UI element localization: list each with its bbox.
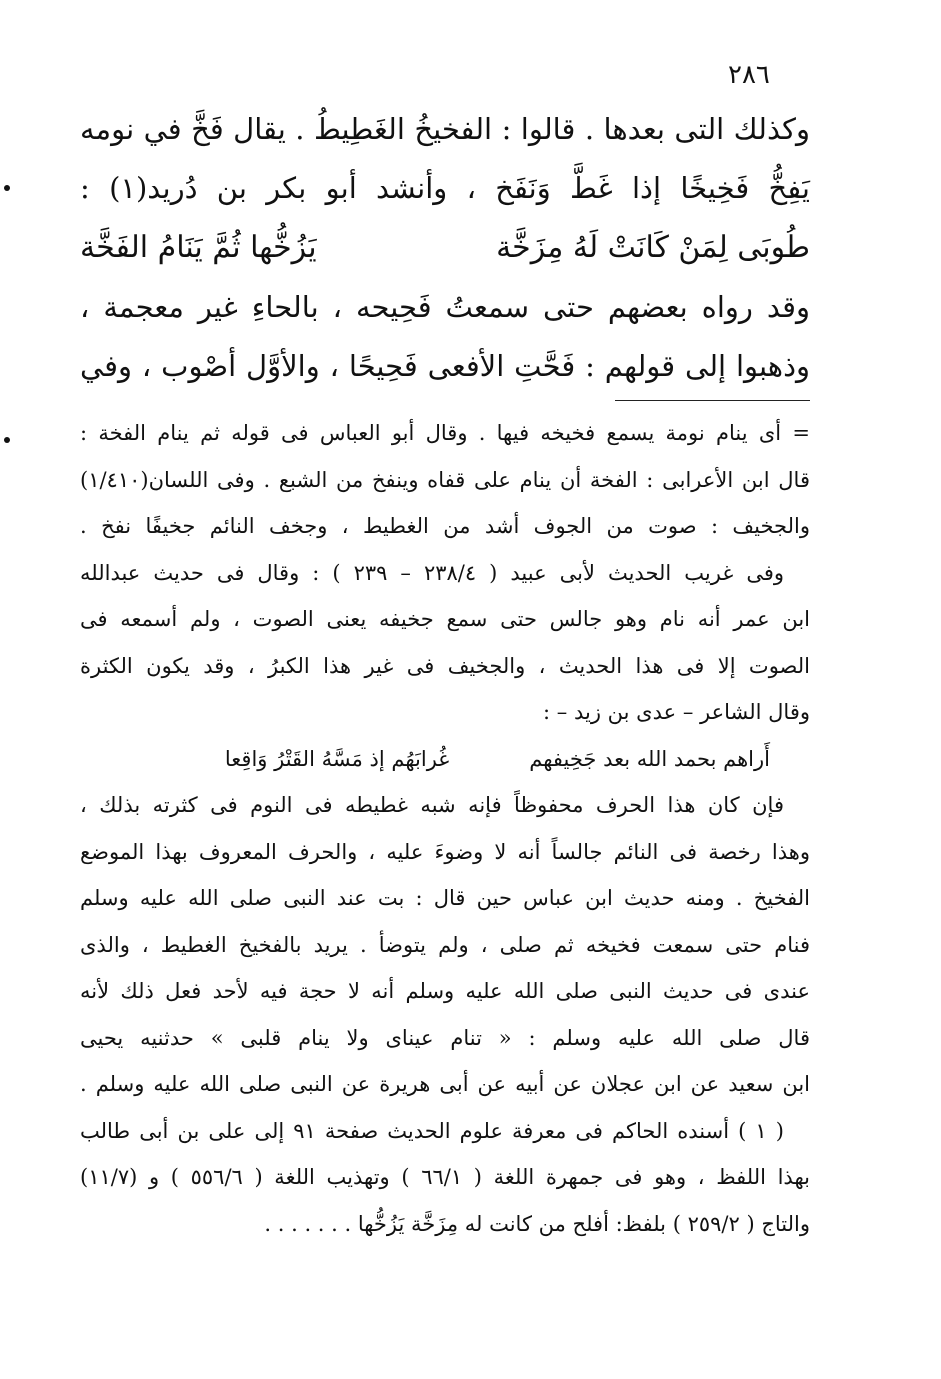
note-line: وهذا رخصة فى النائم جالساً أنه لا وضوءَ عليه ، والحرف المعروف بهذا الموضع bbox=[80, 839, 810, 864]
note-line: وفى غريب الحديث لأبى عبيد ( ٢٣٨/٤ – ٢٣٩ ) : وقال فى حديث عبدالله bbox=[80, 560, 784, 585]
footnote-1-line: ( ١ ) أسنده الحاكم فى معرفة علوم الحديث صفحة ٩١ إلى على بن أبى طالب bbox=[80, 1118, 784, 1143]
verse-left-hemistich: يَزُخُّها ثُمَّ يَنَامُ الفَخَّة bbox=[80, 230, 317, 265]
note-verse bbox=[80, 736, 810, 783]
footnote-1-line: والتاج ( ٢٥٩/٢ ) بلفظ: أفلح من كانت له مِزَخَّة يَزُخُّها . . . . . . . bbox=[264, 1211, 810, 1236]
note-line: فإن كان هذا الحرف محفوظاً فإنه شبه غطيطه فى النوم فى كثرته بذلك ، bbox=[80, 793, 784, 817]
main-verse bbox=[80, 218, 810, 278]
note-line: الصوت إلا فى هذا الحديث ، والجخيف فى غير هذا الكبرُ ، وقد يكون الكثرة bbox=[80, 653, 810, 678]
note-verse-left: غُرابَهُم إذ مَسَّهُ القَتْرُ وَاقِعا bbox=[224, 746, 450, 771]
note-verse-right: أَراهم بحمد الله بعد جَخِيفهم bbox=[529, 746, 770, 771]
margin-dot bbox=[4, 437, 10, 443]
main-line-1: وكذلك التى بعدها . قالوا : الفخيخُ الغَطِيطُ . يقال فَخَّ في نومه bbox=[80, 112, 810, 146]
note-line: الفخيخ . ومنه حديث ابن عباس حين قال : بت عند النبى صلى الله عليه وسلم bbox=[80, 886, 810, 910]
main-text bbox=[80, 100, 810, 396]
note-line: ابن سعيد عن ابن عجلان عن أبيه عن أبى هريرة عن النبى صلى الله عليه وسلم . bbox=[80, 1072, 810, 1096]
footnotes bbox=[80, 410, 810, 1247]
footnote-separator bbox=[615, 400, 810, 401]
note-line: قال صلى الله عليه وسلم : « تنام عيناى ولا ينام قلبى » حدثنيه يحيى bbox=[80, 1025, 810, 1050]
note-line: والجخيف : صوت من الجوف أشد من الغطيط ، وجخف النائم جخيفًا نفخ . bbox=[80, 514, 810, 538]
verse-right-hemistich: طُوبَى لِمَنْ كَانَتْ لَهُ مِزَخَّة bbox=[496, 230, 810, 265]
note-line: ابن عمر أنه نام وهو جالس حتى سمع جخيفه يعنى الصوت ، ولم أسمعه فى bbox=[80, 607, 810, 631]
main-line-4: وقد رواه بعضهم حتى سمعتُ فَحِيحه ، بالحاءِ غير معجمة ، bbox=[80, 290, 810, 324]
note-line: فنام حتى سمعت فخيخه ثم صلى ، ولم يتوضأ . يريد بالفخيخ الغطيط ، والذى bbox=[80, 932, 810, 957]
main-line-2: يَفِخُّ فَخِيخًا إذا غَطَّ وَنَفَخ ، وأنشد أبو بكر بن دُريد(١) : bbox=[80, 171, 810, 205]
note-line: = أى ينام نومة يسمع فخيخه فيها . وقال أبو العباس فى قوله ثم ينام الفخة : bbox=[80, 421, 810, 445]
main-line-5: وذهبوا إلى قولهم : فَحَّتِ الأفعى فَحِيحًا ، والأوَّل أصْوب ، وفي bbox=[80, 349, 810, 383]
note-line: قال ابن الأعرابى : الفخة أن ينام على قفاه وينفخ من الشبع . وفى اللسان(١/٤١٠) bbox=[80, 467, 810, 492]
page-number: ٢٨٦ bbox=[728, 60, 770, 90]
footnote-1-line: بهذا اللفظ ، وهو فى جمهرة اللغة ( ٦٦/١ ) وتهذيب اللغة ( ٥٥٦/٦ ) و (١١/٧) bbox=[80, 1165, 810, 1189]
margin-dot bbox=[4, 185, 10, 191]
note-line: عندى فى حديث النبى صلى الله عليه وسلم أنه لا حجة فيه لأحد فعل ذلك لأنه bbox=[80, 979, 810, 1003]
note-line: وقال الشاعر – عدى بن زيد – : bbox=[543, 700, 810, 724]
